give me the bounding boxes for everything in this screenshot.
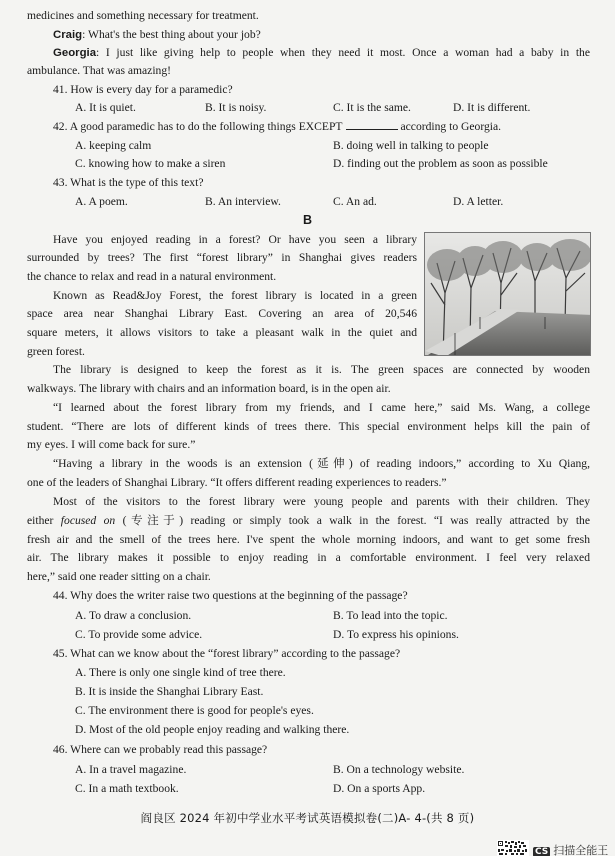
question-42-stem	[53, 120, 501, 134]
q41-option-c: C. It is the same.	[333, 101, 411, 114]
q43-option-b: B. An interview.	[205, 195, 281, 208]
q44-option-a: A. To draw a conclusion.	[75, 609, 192, 622]
dialogue-georgia	[53, 46, 590, 60]
speaker-craig: Craig	[53, 29, 83, 41]
forest-library-photo	[424, 232, 591, 356]
passage-line: air. The library makes it possible to enjoy reading in a comfortable environment. I feel very relaxed	[27, 551, 590, 564]
q42-stem-part2: according to Georgia.	[400, 120, 502, 133]
passage-line: Have you enjoyed reading in a forest? Or have you seen a library	[53, 233, 417, 246]
q44-option-c: C. To provide some advice.	[75, 628, 203, 641]
passage-line: Known as Read&Joy Forest, the forest library is located in a green	[53, 289, 417, 302]
page-footer: 阎良区 2024 年初中学业水平考试英语模拟卷(二)A- 4-(共 8 页)	[140, 811, 475, 825]
scanner-watermark	[533, 842, 615, 856]
passage-line: one of the leaders of Shanghai Library. “It offers different reading experiences to readers.”	[27, 476, 447, 489]
q45-option-d: D. Most of the old people enjoy reading and walking there.	[75, 723, 350, 736]
question-45-stem: 45. What can we know about the “forest library” according to the passage?	[53, 647, 401, 660]
passage-line: fresh air and the smell of the trees here. I've spent the whole morning indoors, and want to get some fresh	[27, 533, 590, 546]
passage-text: either	[27, 514, 61, 527]
q41-option-b: B. It is noisy.	[205, 101, 267, 114]
passage-line	[27, 514, 590, 528]
q42-option-b: B. doing well in talking to people	[333, 139, 489, 152]
q46-option-a: A. In a travel magazine.	[75, 763, 187, 776]
q43-option-a: A. A poem.	[75, 195, 128, 208]
passage-line: The library is designed to keep the forest as it is. The green spaces are connected by wooden	[53, 363, 590, 376]
q42-stem-part1: 42. A good paramedic has to do the following things EXCEPT	[53, 120, 343, 133]
passage-line: my eyes. I will come back for sure.”	[27, 438, 196, 451]
q45-option-c: C. The environment there is good for people's eyes.	[75, 704, 314, 717]
q43-option-d: D. A letter.	[453, 195, 504, 208]
q44-option-d: D. To express his opinions.	[333, 628, 459, 641]
q41-option-d: D. It is different.	[453, 101, 531, 114]
passage-line: “Having a library in the woods is an extension (延伸) of reading indoors,” according to Xu Qiang,	[53, 457, 590, 470]
passage-line: student. “There are lots of different kinds of trees there. This special environment helps kill the pain of	[27, 420, 590, 433]
passage-line: the chance to relax and read in a natural environment.	[27, 270, 277, 283]
q42-option-c: C. knowing how to make a siren	[75, 157, 226, 170]
focused-on-phrase: focused on	[60, 514, 116, 527]
scanner-text: 扫描全能王	[553, 844, 609, 856]
passage-line: surrounded by trees? The first “forest library” in Shanghai gives readers	[27, 251, 417, 264]
passage-line: Most of the visitors to the forest library were young people and parents with their children. They	[53, 495, 590, 508]
q46-option-c: C. In a math textbook.	[75, 782, 179, 795]
q46-option-d: D. On a sports App.	[333, 782, 426, 795]
question-44-stem: 44. Why does the writer raise two questions at the beginning of the passage?	[53, 589, 408, 602]
q45-option-a: A. There is only one single kind of tree there.	[75, 666, 286, 679]
craig-question: : What's the best thing about your job?	[82, 28, 261, 41]
dialogue-craig	[53, 28, 261, 42]
question-41-stem: 41. How is every day for a paramedic?	[53, 83, 233, 96]
question-43-stem: 43. What is the type of this text?	[53, 176, 204, 189]
q41-option-a: A. It is quiet.	[75, 101, 136, 114]
georgia-answer: : I just like giving help to people when they need it most. Once a woman had a baby in the	[96, 46, 590, 59]
q42-option-d: D. finding out the problem as soon as possible	[333, 157, 548, 170]
forest-photo-illustration	[425, 233, 591, 356]
dialogue-line: ambulance. That was amazing!	[27, 64, 172, 77]
dialogue-line: medicines and something necessary for treatment.	[27, 9, 259, 22]
passage-line: square meters, it allows visitors to take a pleasant walk in the quiet and	[27, 326, 417, 339]
speaker-georgia: Georgia	[53, 47, 97, 59]
q44-option-b: B. To lead into the topic.	[333, 609, 448, 622]
q42-option-a: A. keeping calm	[75, 139, 152, 152]
q46-option-b: B. On a technology website.	[333, 763, 465, 776]
passage-text: (专注于) reading or simply took a walk in the forest. “I was really attracted by the	[115, 514, 590, 527]
qr-code-icon	[497, 840, 529, 856]
q43-option-c: C. An ad.	[333, 195, 377, 208]
passage-line: walkways. The library with chairs and an information board, is in the open air.	[27, 382, 391, 395]
passage-line: here,” said one reader sitting on a chair.	[27, 570, 211, 583]
passage-line: “I learned about the forest library from my friends, and I came here,” said Ms. Wang, a college	[53, 401, 590, 414]
q45-option-b: B. It is inside the Shanghai Library East.	[75, 685, 264, 698]
question-46-stem: 46. Where can we probably read this passage?	[53, 743, 268, 756]
section-heading-b: B	[302, 213, 313, 227]
answer-blank	[346, 120, 398, 130]
passage-line: space area near Shanghai Library East. Covering an area of 20,546	[27, 307, 417, 320]
passage-line: green forest.	[27, 345, 85, 358]
scanner-logo-icon: CS	[535, 847, 549, 856]
